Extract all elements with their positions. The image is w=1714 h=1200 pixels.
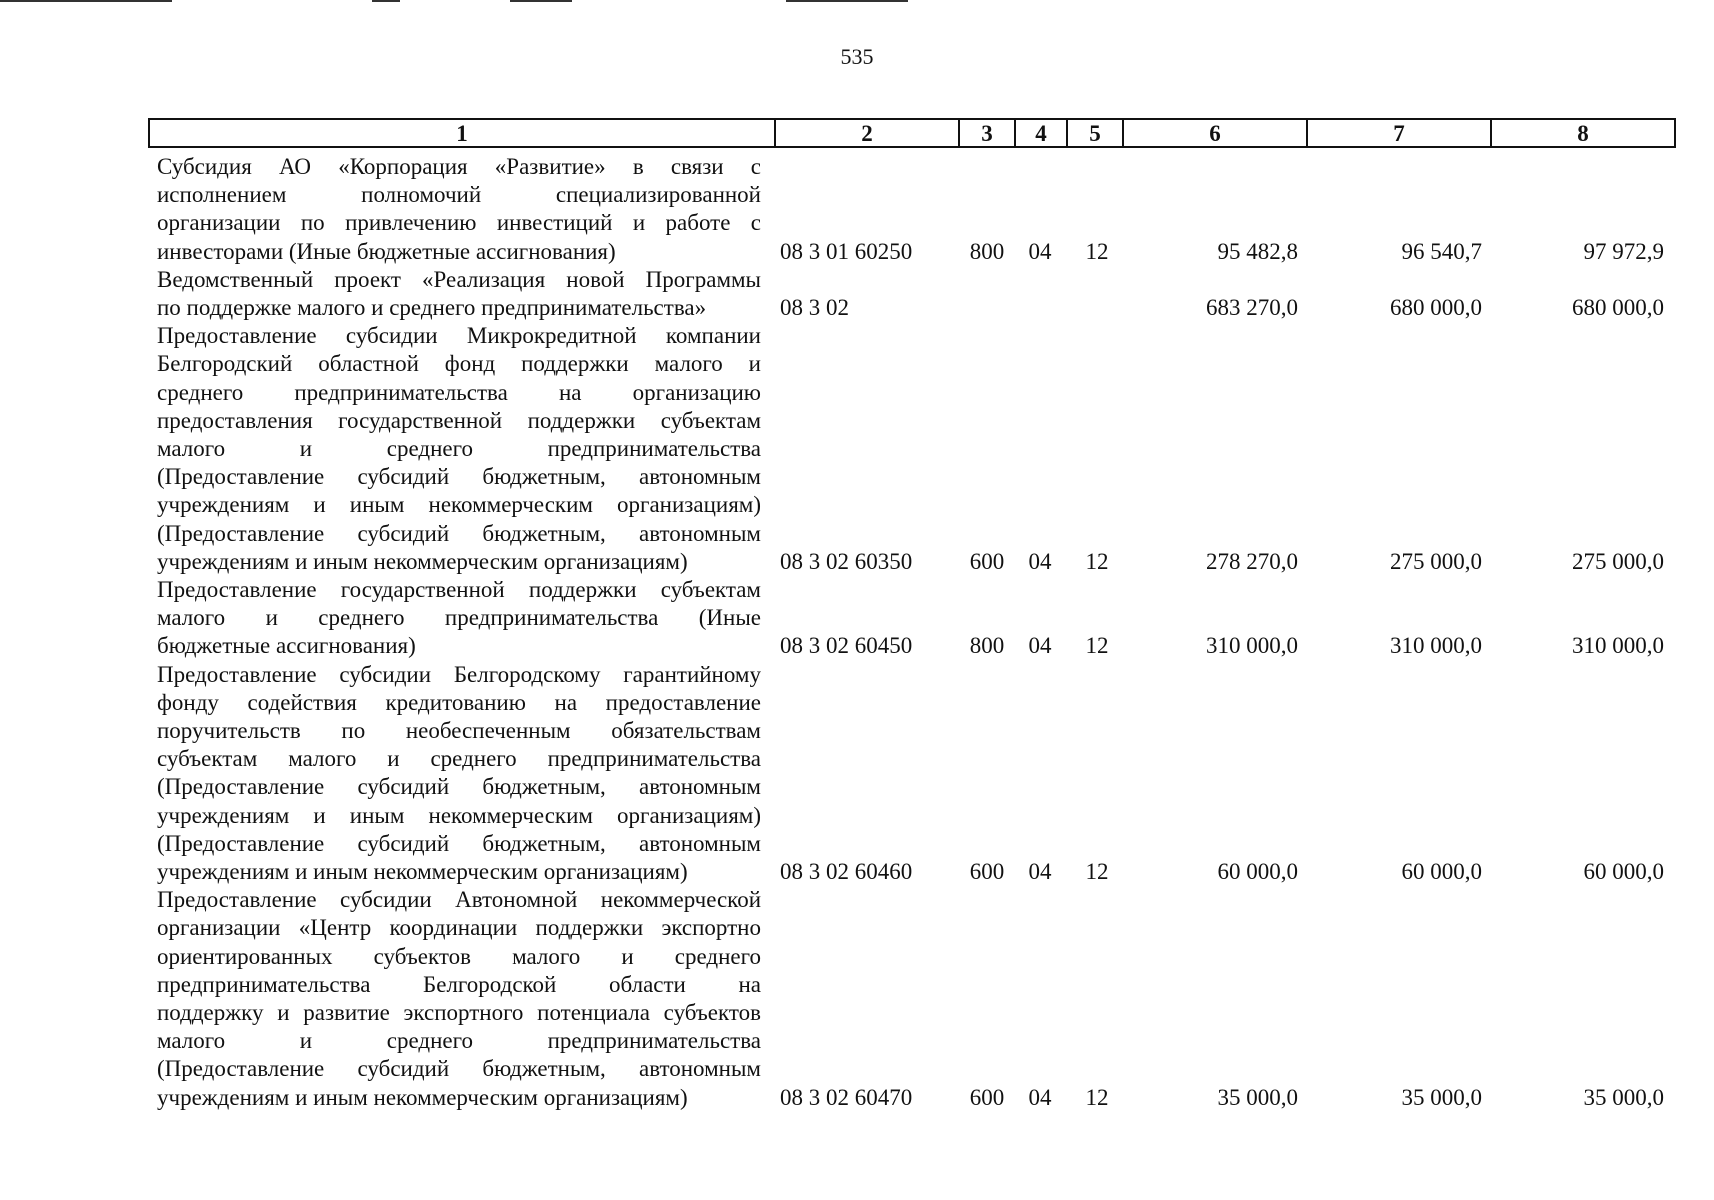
row-amount-year-1: 60 000,0 [1217,858,1298,884]
header-col-6: 6 [1122,120,1306,146]
description-line: среднего предпринимательства на организацию [157,379,761,405]
row-expense-type: 600 [969,858,1005,884]
header-col-5: 5 [1066,120,1122,146]
description-line: по поддержке малого и среднего предпринимательства» [157,295,707,320]
scan-artifact [786,0,908,2]
row-code: 08 3 02 60450 [780,633,913,659]
description-line: малого и среднего предпринимательства (Иные [157,605,761,631]
description-line: поддержку и развитие экспортного потенциала субъектов [157,1000,761,1025]
description-line: инвесторами (Иные бюджетные ассигнования) [157,238,616,264]
row-amount-year-1: 683 270,0 [1206,294,1298,320]
table-row [0,153,1714,266]
row-description [157,886,761,1112]
scan-artifact [510,0,572,2]
description-line: Белгородский областной фонд поддержки малого и [157,351,761,377]
row-expense-type: 800 [969,238,1005,264]
description-line: учреждениям и иным некоммерческим организациям) [157,548,688,574]
description-line: учреждениям и иным некоммерческим организациям) [157,802,761,828]
row-section: 04 [1028,858,1052,884]
description-line: бюджетные ассигнования) [157,633,416,659]
page-number: 535 [840,44,874,69]
row-description [157,266,761,322]
row-subsection: 12 [1085,858,1109,884]
header-col-4: 4 [1014,120,1066,146]
row-expense-type: 600 [969,548,1005,574]
row-description [157,661,761,887]
row-amount-year-3: 680 000,0 [1572,294,1664,320]
row-description [157,576,761,661]
row-subsection: 12 [1085,548,1109,574]
header-col-8: 8 [1490,120,1674,146]
table-row [0,661,1714,887]
description-line: Субсидия АО «Корпорация «Развитие» в связи с [157,154,761,179]
row-amount-year-2: 275 000,0 [1390,548,1482,574]
row-amount-year-2: 35 000,0 [1401,1084,1482,1110]
row-amount-year-3: 310 000,0 [1572,633,1664,659]
row-description [157,322,761,576]
row-amount-year-1: 278 270,0 [1206,548,1298,574]
description-line: предпринимательства Белгородской области на [157,971,761,997]
row-code: 08 3 02 [780,294,849,320]
row-code: 08 3 02 60350 [780,548,913,574]
row-section: 04 [1028,548,1052,574]
row-subsection: 12 [1085,633,1109,659]
description-line: организации по привлечению инвестиций и работе с [157,210,761,236]
header-col-1: 1 [456,121,468,146]
description-line: субъектам малого и среднего предпринимательства [157,746,761,772]
row-section: 04 [1028,633,1052,659]
row-description [157,153,761,266]
table-row [0,576,1714,661]
scan-artifact [0,0,172,2]
row-amount-year-2: 310 000,0 [1390,633,1482,659]
table-header [148,118,1676,148]
description-line: предоставления государственной поддержки субъектам [157,407,761,433]
row-code: 08 3 02 60470 [780,1084,913,1110]
description-line: Ведомственный проект «Реализация новой Программы [157,266,761,292]
row-code: 08 3 02 60460 [780,858,913,884]
description-line: Предоставление субсидии Белгородскому гарантийному [157,661,761,687]
row-expense-type: 800 [969,633,1005,659]
description-line: Предоставление государственной поддержки субъектам [157,577,761,602]
description-line: Предоставление субсидии Автономной некоммерческой [157,887,761,913]
row-amount-year-3: 97 972,9 [1583,238,1664,264]
description-line: поручительств по необеспеченным обязательствам [157,718,761,743]
header-col-7: 7 [1306,120,1490,146]
row-section: 04 [1028,238,1052,264]
header-col-3: 3 [958,120,1014,146]
description-line: (Предоставление субсидий бюджетным, автономным [157,464,761,490]
description-line: учреждениям и иным некоммерческим организациям) [157,1084,688,1110]
description-line: (Предоставление субсидий бюджетным, автономным [157,830,761,856]
row-amount-year-1: 95 482,8 [1217,238,1298,264]
description-line: малого и среднего предпринимательства [157,1028,761,1054]
table-row [0,322,1714,576]
table-row [0,266,1714,322]
description-line: исполнением полномочий специализированной [157,182,761,208]
row-amount-year-3: 60 000,0 [1583,858,1664,884]
description-line: (Предоставление субсидий бюджетным, автономным [157,520,761,546]
row-amount-year-1: 310 000,0 [1206,633,1298,659]
description-line: (Предоставление субсидий бюджетным, автономным [157,774,761,800]
description-line: ориентированных субъектов малого и среднего [157,943,761,969]
header-col-2: 2 [774,120,958,146]
row-amount-year-2: 96 540,7 [1401,238,1482,264]
description-line: малого и среднего предпринимательства [157,436,761,461]
description-line: учреждениям и иным некоммерческим организациям) [157,859,688,885]
row-amount-year-3: 35 000,0 [1583,1084,1664,1110]
row-amount-year-1: 35 000,0 [1217,1084,1298,1110]
description-line: организации «Центр координации поддержки экспортно [157,915,761,941]
row-subsection: 12 [1085,238,1109,264]
row-code: 08 3 01 60250 [780,238,913,264]
row-amount-year-2: 680 000,0 [1390,294,1482,320]
row-amount-year-2: 60 000,0 [1401,858,1482,884]
row-subsection: 12 [1085,1084,1109,1110]
row-section: 04 [1028,1084,1052,1110]
description-line: (Предоставление субсидий бюджетным, автономным [157,1056,761,1082]
table-row [0,886,1714,1112]
scan-artifact [372,0,400,2]
description-line: фонду содействия кредитованию на предоставление [157,689,761,715]
description-line: Предоставление субсидии Микрокредитной компании [157,323,761,349]
row-amount-year-3: 275 000,0 [1572,548,1664,574]
description-line: учреждениям и иным некоммерческим организациям) [157,492,761,518]
row-expense-type: 600 [969,1084,1005,1110]
